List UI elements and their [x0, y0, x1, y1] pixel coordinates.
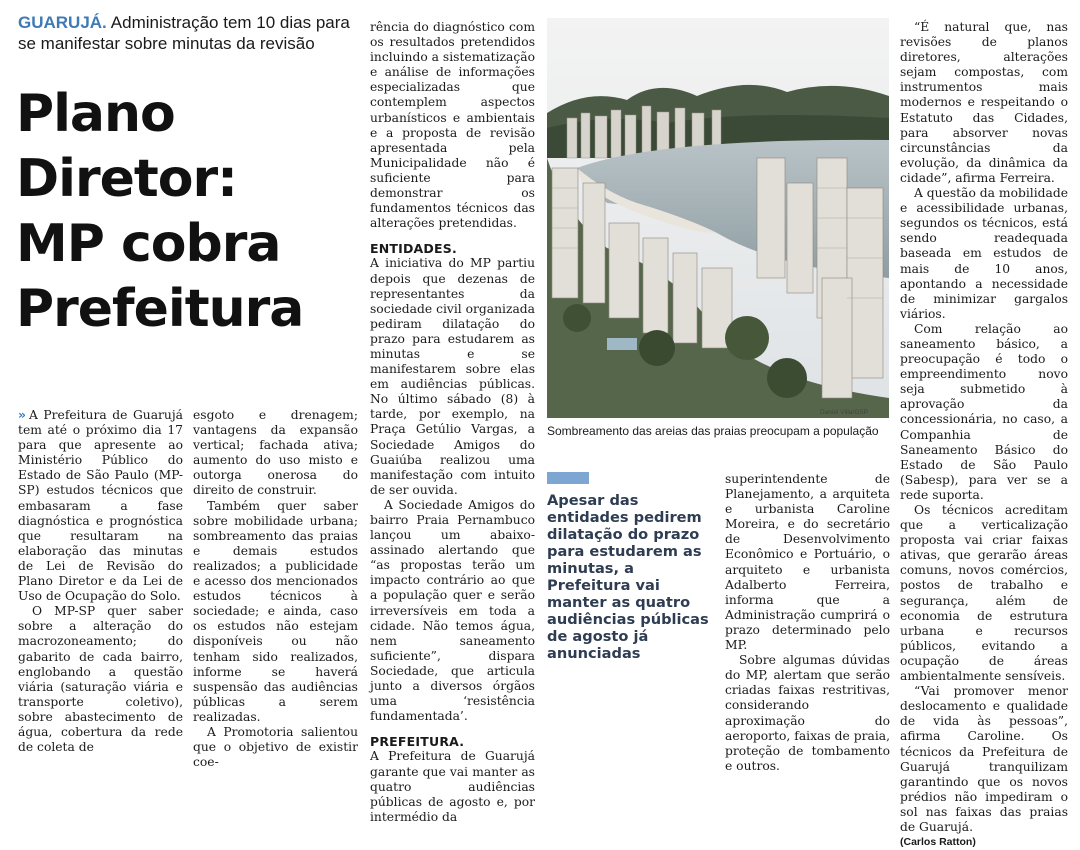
- section-tag: GUARUJÁ.: [18, 13, 107, 32]
- lead-paragraph: » A Prefeitura de Guarujá tem até o próximo dia 17 para que apresente ao Ministério Público do Estado de São Paulo (MP-SP) estudos técnicos que embasaram a fase diagnóstica e prognóstica que resultaram na elaboração das minutas de Lei de Revisão do Plano Diretor e da Lei de Uso de Ocupação do Solo.: [18, 408, 183, 604]
- paragraph: Sobre algumas dúvidas do MP, alertam que serão criadas faixas restritivas, considerando aproximação do aeroporto, faixas de praia, proteção de tombamento e outros.: [725, 653, 890, 773]
- beach-city-photo: [547, 18, 889, 418]
- paragraph: “Vai promover menor deslocamento e qualidade de vida às pessoas”, afirma Caroline. Os técnicos da Prefeitura de Guarujá tranquilizam garantindo que os novos prédios não impediram o sol nas faixas das praias de Guarujá.: [900, 684, 1068, 834]
- paragraph: A Promotoria salientou que o objetivo de existir coe-: [193, 724, 358, 770]
- paragraph: A Sociedade Amigos do bairro Praia Pernambuco lançou um abaixo-assinado alertando que “as propostas terão um impacto contrário ao que a população quer e serão irreversíveis em toda a cidade. Não temos água, nem saneamento suficiente”, dispara Sociedade, que articula junto a diversos órgãos uma ‘resistência fundamentada’.: [370, 497, 535, 724]
- pullquote-accent-bar: [547, 472, 589, 484]
- lead-arrow-icon: »: [18, 408, 26, 422]
- paragraph: superintendente de Planejamento, a arquiteta e urbanista Caroline Moreira, e do secretário de Desenvolvimento Econômico e Portuário, o arquiteto e urbanista Adalberto Ferreira, informa que a Administração cumprirá o prazo determinado pelo MP.: [725, 472, 890, 653]
- headline-line: Plano: [16, 84, 175, 144]
- paragraph: A questão da mobilidade e acessibilidade urbanas, segundos os técnicos, está sendo readequada baseada em estudos de mais de 10 anos, apontando a necessidade de minimizar gargalos viários.: [900, 186, 1068, 321]
- subheading-entidades: ENTIDADES.: [370, 241, 457, 257]
- paragraph: esgoto e drenagem; vantagens da expansão vertical; fachada ativa; aumento do uso misto e outorga onerosa do direito de construir.: [193, 408, 358, 498]
- pullquote: Apesar das entidades pedirem dilatação do prazo para estudarem as minutas, a Prefeitura vai manter as quatro audiências públicas de agosto já anunciadas: [547, 492, 709, 662]
- paragraph: O MP-SP quer saber sobre a alteração do macrozoneamento; do gabarito de cada bairro, englobando a questão viária (saturação viária e transporte coletivo), sobre abastecimento de água, cobertura da rede de coleta de: [18, 604, 183, 755]
- paragraph: rência do diagnóstico com os resultados pretendidos incluindo a sistematização e análise de informações especializadas que contemplem aspectos urbanísticos e ambientais e a proposta de revisão apresentada pela Municipalidade não é suficiente para demonstrar os fundamentos técnicos das alterações pretendidas.: [370, 20, 535, 231]
- article-column-1: [18, 408, 183, 755]
- author-byline: (Carlos Ratton): [900, 836, 976, 849]
- article-column-3: [370, 20, 535, 824]
- kicker: [18, 12, 363, 54]
- paragraph: A iniciativa do MP partiu depois que dezenas de representantes da sociedade civil organizada pediram dilatação do prazo para estudarem as minutas e se manifestarem sobre elas em audiências públicas. No último sábado (8) à tarde, por exemplo, na Praça Getúlio Vargas, a Sociedade Amigos do Guaiúba realizou uma manifestação com intuito de ser ouvida.: [370, 256, 535, 497]
- photo-credit: Daniel Villa/GSP: [820, 409, 868, 416]
- paragraph: Com relação ao saneamento básico, a preocupação é todo o empreendimento novo seja submetido à aprovação da concessionária, no caso, a Companhia de Saneamento Básico do Estado de São Paulo (Sabesp), para ver se a rede suporta.: [900, 321, 1068, 502]
- subheading-prefeitura: PREFEITURA.: [370, 734, 465, 750]
- article-column-5: [725, 472, 890, 773]
- paragraph: Também quer saber sobre mobilidade urbana; sombreamento das praias e demais estudos realizados; a publicidade e acesso dos mencionados estudos técnicos à sociedade; e ainda, caso os estudos não estejam disponíveis ou não tenham sido realizados, informe se haverá suspensão das audiências públicas a serem realizadas.: [193, 498, 358, 724]
- headline-line: Prefeitura: [16, 279, 304, 339]
- paragraph: “É natural que, nas revisões de planos diretores, alterações sejam compostas, com instrumentos mais modernos e respeitando o Estatuto das Cidades, para absorver novas circunstâncias da evolução, da dinâmica da cidade”, afirma Ferreira.: [900, 20, 1068, 185]
- headline-line: MP cobra: [16, 214, 281, 274]
- paragraph: A Prefeitura de Guarujá garante que vai manter as quatro audiências públicas de agosto e, por intermédio da: [370, 749, 535, 824]
- photo-caption: Sombreamento das areias das praias preocupam a população: [547, 424, 879, 438]
- article-column-6: [900, 20, 1068, 849]
- headline: [16, 82, 361, 342]
- kicker-text: Administração tem 10 dias para se manifestar sobre minutas da revisão: [18, 13, 350, 53]
- paragraph: Os técnicos acreditam que a verticalização proposta vai criar faixas ativas, que gerarão áreas comuns, novos comércios, postos de trabalho e segurança, além de economia de estrutura urbana e recursos públicos, evitando a ocupação de áreas ambientalmente sensíveis.: [900, 503, 1068, 684]
- article-column-2: [193, 408, 358, 770]
- headline-line: Diretor:: [16, 149, 237, 209]
